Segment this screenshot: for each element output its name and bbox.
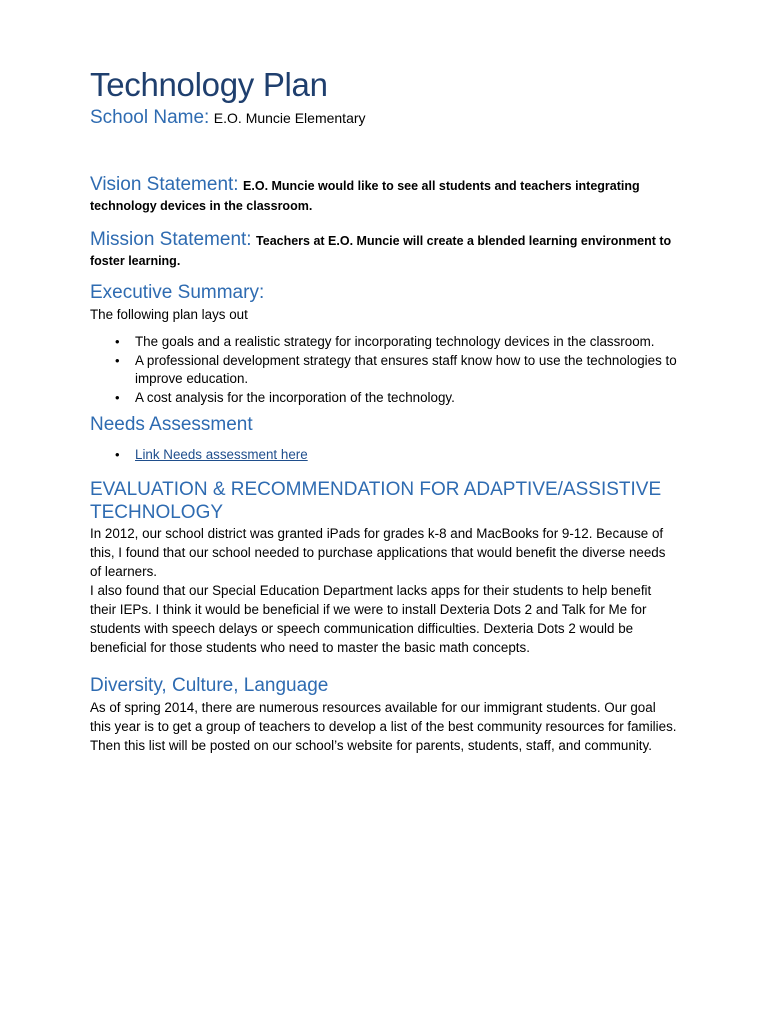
list-item: • A professional development strategy that ensures staff know how to use the technologies to improve education. — [90, 352, 680, 389]
document-page — [90, 66, 680, 755]
vision-label: Vision Statement: — [90, 174, 239, 195]
needs-assessment-link[interactable]: Link Needs assessment here — [135, 447, 308, 462]
needs-assessment-list — [90, 446, 680, 465]
list-item: • The goals and a realistic strategy for incorporating technology devices in the classroom. — [90, 333, 680, 352]
mission-label: Mission Statement: — [90, 229, 252, 250]
evaluation-paragraph-1: In 2012, our school district was granted iPads for grades k-8 and MacBooks for 9-12. Because of this, I found that our school needed to purchase applications that would benefit the diverse needs of learners. — [90, 525, 666, 579]
executive-summary-heading: Executive Summary: — [90, 282, 265, 303]
mission-statement — [90, 230, 680, 271]
diversity-heading: Diversity, Culture, Language — [90, 674, 329, 696]
needs-assessment-heading: Needs Assessment — [90, 414, 253, 435]
vision-statement — [90, 175, 680, 216]
executive-summary-intro: The following plan lays out — [90, 307, 248, 322]
list-item — [90, 446, 680, 465]
vision-text: E.O. Muncie would like to see all students and teachers integrating technology devices in the classroom. — [90, 179, 640, 213]
list-item: • A cost analysis for the incorporation of the technology. — [90, 389, 680, 408]
evaluation-heading: EVALUATION & RECOMMENDATION FOR ADAPTIVE/ASSISTIVE TECHNOLOGY — [90, 478, 662, 523]
diversity-paragraph: As of spring 2014, there are numerous resources available for our immigrant students. Our goal this year is to get a group of teachers to develop a list of the best community resources for families. Then this list will be posted on our school’s website for parents, students, staff, and community. — [90, 699, 677, 753]
school-name-value: E.O. Muncie Elementary — [213, 110, 366, 126]
page-title: Technology Plan — [90, 66, 328, 103]
school-name-label: School Name: — [90, 107, 210, 128]
evaluation-paragraph-2: I also found that our Special Education Department lacks apps for their students to help benefit their IEPs. I think it would be beneficial if we were to install Dexteria Dots 2 and Talk for Me for students with speech delays or speech communication difficulties. Dexteria Dots 2 would be beneficial for those students who need to master the basic math concepts. — [90, 582, 652, 655]
mission-text: Teachers at E.O. Muncie will create a blended learning environment to foster learning. — [90, 234, 672, 268]
executive-summary-list — [90, 333, 680, 407]
school-name-line — [90, 106, 680, 131]
